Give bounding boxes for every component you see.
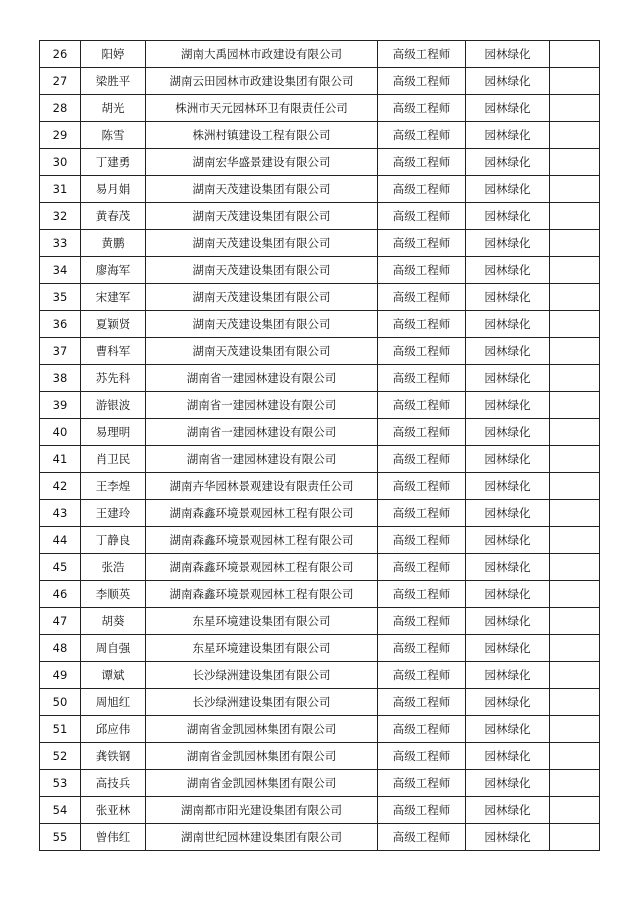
table-row xyxy=(40,662,600,689)
row-number: 54 xyxy=(40,797,81,824)
remarks-cell xyxy=(550,689,600,716)
job-title: 高级工程师 xyxy=(378,446,466,473)
person-name: 苏先科 xyxy=(81,365,146,392)
specialty-field: 园林绿化 xyxy=(466,743,550,770)
specialty-field: 园林绿化 xyxy=(466,149,550,176)
row-number: 51 xyxy=(40,716,81,743)
row-number: 50 xyxy=(40,689,81,716)
specialty-field: 园林绿化 xyxy=(466,365,550,392)
remarks-cell xyxy=(550,608,600,635)
company-name: 湖南省金凯园林集团有限公司 xyxy=(146,743,378,770)
company-name: 湖南天茂建设集团有限公司 xyxy=(146,284,378,311)
table-row xyxy=(40,176,600,203)
company-name: 湖南天茂建设集团有限公司 xyxy=(146,203,378,230)
person-name: 黄春茂 xyxy=(81,203,146,230)
company-name: 湖南省一建园林建设有限公司 xyxy=(146,392,378,419)
remarks-cell xyxy=(550,554,600,581)
roster-table xyxy=(39,40,600,851)
remarks-cell xyxy=(550,311,600,338)
row-number: 47 xyxy=(40,608,81,635)
company-name: 湖南森鑫环境景观园林工程有限公司 xyxy=(146,554,378,581)
row-number: 36 xyxy=(40,311,81,338)
table-row xyxy=(40,554,600,581)
specialty-field: 园林绿化 xyxy=(466,68,550,95)
job-title: 高级工程师 xyxy=(378,284,466,311)
remarks-cell xyxy=(550,41,600,68)
specialty-field: 园林绿化 xyxy=(466,581,550,608)
specialty-field: 园林绿化 xyxy=(466,446,550,473)
specialty-field: 园林绿化 xyxy=(466,176,550,203)
table-row xyxy=(40,149,600,176)
specialty-field: 园林绿化 xyxy=(466,338,550,365)
remarks-cell xyxy=(550,176,600,203)
person-name: 曹科军 xyxy=(81,338,146,365)
specialty-field: 园林绿化 xyxy=(466,419,550,446)
specialty-field: 园林绿化 xyxy=(466,122,550,149)
row-number: 42 xyxy=(40,473,81,500)
remarks-cell xyxy=(550,122,600,149)
company-name: 湖南天茂建设集团有限公司 xyxy=(146,338,378,365)
remarks-cell xyxy=(550,581,600,608)
person-name: 丁静良 xyxy=(81,527,146,554)
person-name: 廖海军 xyxy=(81,257,146,284)
specialty-field: 园林绿化 xyxy=(466,203,550,230)
row-number: 44 xyxy=(40,527,81,554)
table-row xyxy=(40,527,600,554)
remarks-cell xyxy=(550,770,600,797)
person-name: 王李煌 xyxy=(81,473,146,500)
company-name: 湖南天茂建设集团有限公司 xyxy=(146,230,378,257)
table-row xyxy=(40,257,600,284)
specialty-field: 园林绿化 xyxy=(466,230,550,257)
specialty-field: 园林绿化 xyxy=(466,554,550,581)
company-name: 湖南大禹园林市政建设有限公司 xyxy=(146,41,378,68)
person-name: 夏颖贤 xyxy=(81,311,146,338)
job-title: 高级工程师 xyxy=(378,473,466,500)
job-title: 高级工程师 xyxy=(378,365,466,392)
company-name: 湖南天茂建设集团有限公司 xyxy=(146,311,378,338)
job-title: 高级工程师 xyxy=(378,68,466,95)
job-title: 高级工程师 xyxy=(378,176,466,203)
specialty-field: 园林绿化 xyxy=(466,635,550,662)
table-row xyxy=(40,689,600,716)
job-title: 高级工程师 xyxy=(378,149,466,176)
row-number: 43 xyxy=(40,500,81,527)
row-number: 46 xyxy=(40,581,81,608)
person-name: 陈雪 xyxy=(81,122,146,149)
job-title: 高级工程师 xyxy=(378,392,466,419)
table-row xyxy=(40,284,600,311)
remarks-cell xyxy=(550,365,600,392)
company-name: 东星环境建设集团有限公司 xyxy=(146,608,378,635)
table-row xyxy=(40,41,600,68)
remarks-cell xyxy=(550,824,600,851)
table-row xyxy=(40,500,600,527)
remarks-cell xyxy=(550,95,600,122)
job-title: 高级工程师 xyxy=(378,311,466,338)
person-name: 龚铁钢 xyxy=(81,743,146,770)
table-row xyxy=(40,68,600,95)
table-row xyxy=(40,743,600,770)
roster-body xyxy=(40,41,600,851)
specialty-field: 园林绿化 xyxy=(466,797,550,824)
table-row xyxy=(40,608,600,635)
job-title: 高级工程师 xyxy=(378,608,466,635)
company-name: 株洲市天元园林环卫有限责任公司 xyxy=(146,95,378,122)
person-name: 阳婷 xyxy=(81,41,146,68)
row-number: 35 xyxy=(40,284,81,311)
job-title: 高级工程师 xyxy=(378,770,466,797)
person-name: 周自强 xyxy=(81,635,146,662)
person-name: 周旭红 xyxy=(81,689,146,716)
person-name: 高技兵 xyxy=(81,770,146,797)
table-row xyxy=(40,311,600,338)
remarks-cell xyxy=(550,743,600,770)
job-title: 高级工程师 xyxy=(378,527,466,554)
job-title: 高级工程师 xyxy=(378,500,466,527)
person-name: 易理明 xyxy=(81,419,146,446)
company-name: 湖南都市阳光建设集团有限公司 xyxy=(146,797,378,824)
row-number: 33 xyxy=(40,230,81,257)
table-row xyxy=(40,419,600,446)
specialty-field: 园林绿化 xyxy=(466,392,550,419)
table-row xyxy=(40,95,600,122)
person-name: 肖卫民 xyxy=(81,446,146,473)
remarks-cell xyxy=(550,635,600,662)
row-number: 26 xyxy=(40,41,81,68)
row-number: 34 xyxy=(40,257,81,284)
job-title: 高级工程师 xyxy=(378,230,466,257)
person-name: 易月娟 xyxy=(81,176,146,203)
company-name: 湖南森鑫环境景观园林工程有限公司 xyxy=(146,581,378,608)
job-title: 高级工程师 xyxy=(378,95,466,122)
person-name: 梁胜平 xyxy=(81,68,146,95)
row-number: 32 xyxy=(40,203,81,230)
person-name: 王建玲 xyxy=(81,500,146,527)
specialty-field: 园林绿化 xyxy=(466,500,550,527)
table-row xyxy=(40,824,600,851)
company-name: 长沙绿洲建设集团有限公司 xyxy=(146,662,378,689)
row-number: 29 xyxy=(40,122,81,149)
specialty-field: 园林绿化 xyxy=(466,608,550,635)
company-name: 湖南森鑫环境景观园林工程有限公司 xyxy=(146,527,378,554)
row-number: 31 xyxy=(40,176,81,203)
specialty-field: 园林绿化 xyxy=(466,527,550,554)
remarks-cell xyxy=(550,149,600,176)
remarks-cell xyxy=(550,392,600,419)
table-row xyxy=(40,230,600,257)
person-name: 游银波 xyxy=(81,392,146,419)
person-name: 胡葵 xyxy=(81,608,146,635)
remarks-cell xyxy=(550,338,600,365)
row-number: 28 xyxy=(40,95,81,122)
job-title: 高级工程师 xyxy=(378,581,466,608)
job-title: 高级工程师 xyxy=(378,824,466,851)
table-row xyxy=(40,473,600,500)
specialty-field: 园林绿化 xyxy=(466,716,550,743)
job-title: 高级工程师 xyxy=(378,554,466,581)
person-name: 胡光 xyxy=(81,95,146,122)
remarks-cell xyxy=(550,203,600,230)
job-title: 高级工程师 xyxy=(378,419,466,446)
remarks-cell xyxy=(550,527,600,554)
person-name: 张亚林 xyxy=(81,797,146,824)
row-number: 38 xyxy=(40,365,81,392)
person-name: 李顺英 xyxy=(81,581,146,608)
company-name: 长沙绿洲建设集团有限公司 xyxy=(146,689,378,716)
remarks-cell xyxy=(550,446,600,473)
row-number: 27 xyxy=(40,68,81,95)
specialty-field: 园林绿化 xyxy=(466,257,550,284)
row-number: 45 xyxy=(40,554,81,581)
row-number: 48 xyxy=(40,635,81,662)
row-number: 41 xyxy=(40,446,81,473)
job-title: 高级工程师 xyxy=(378,635,466,662)
row-number: 49 xyxy=(40,662,81,689)
remarks-cell xyxy=(550,500,600,527)
company-name: 湖南卉华园林景观建设有限责任公司 xyxy=(146,473,378,500)
remarks-cell xyxy=(550,257,600,284)
job-title: 高级工程师 xyxy=(378,257,466,284)
person-name: 丁建勇 xyxy=(81,149,146,176)
table-row xyxy=(40,122,600,149)
company-name: 湖南云田园林市政建设集团有限公司 xyxy=(146,68,378,95)
remarks-cell xyxy=(550,473,600,500)
person-name: 张浩 xyxy=(81,554,146,581)
remarks-cell xyxy=(550,662,600,689)
person-name: 曾伟红 xyxy=(81,824,146,851)
company-name: 湖南森鑫环境景观园林工程有限公司 xyxy=(146,500,378,527)
company-name: 湖南天茂建设集团有限公司 xyxy=(146,176,378,203)
table-row xyxy=(40,716,600,743)
specialty-field: 园林绿化 xyxy=(466,689,550,716)
company-name: 湖南省金凯园林集团有限公司 xyxy=(146,770,378,797)
specialty-field: 园林绿化 xyxy=(466,95,550,122)
row-number: 52 xyxy=(40,743,81,770)
table-row xyxy=(40,446,600,473)
job-title: 高级工程师 xyxy=(378,122,466,149)
job-title: 高级工程师 xyxy=(378,41,466,68)
person-name: 谭斌 xyxy=(81,662,146,689)
job-title: 高级工程师 xyxy=(378,689,466,716)
company-name: 湖南宏华盛景建设有限公司 xyxy=(146,149,378,176)
company-name: 湖南省金凯园林集团有限公司 xyxy=(146,716,378,743)
job-title: 高级工程师 xyxy=(378,203,466,230)
remarks-cell xyxy=(550,230,600,257)
row-number: 40 xyxy=(40,419,81,446)
row-number: 55 xyxy=(40,824,81,851)
table-row xyxy=(40,365,600,392)
table-row xyxy=(40,635,600,662)
person-name: 黄鹏 xyxy=(81,230,146,257)
job-title: 高级工程师 xyxy=(378,662,466,689)
company-name: 湖南天茂建设集团有限公司 xyxy=(146,257,378,284)
specialty-field: 园林绿化 xyxy=(466,662,550,689)
row-number: 30 xyxy=(40,149,81,176)
remarks-cell xyxy=(550,68,600,95)
remarks-cell xyxy=(550,284,600,311)
specialty-field: 园林绿化 xyxy=(466,311,550,338)
row-number: 39 xyxy=(40,392,81,419)
company-name: 湖南省一建园林建设有限公司 xyxy=(146,365,378,392)
person-name: 宋建军 xyxy=(81,284,146,311)
row-number: 53 xyxy=(40,770,81,797)
company-name: 湖南省一建园林建设有限公司 xyxy=(146,446,378,473)
company-name: 湖南世纪园林建设集团有限公司 xyxy=(146,824,378,851)
table-row xyxy=(40,203,600,230)
remarks-cell xyxy=(550,797,600,824)
job-title: 高级工程师 xyxy=(378,338,466,365)
table-row xyxy=(40,581,600,608)
specialty-field: 园林绿化 xyxy=(466,284,550,311)
company-name: 株洲村镇建设工程有限公司 xyxy=(146,122,378,149)
table-row xyxy=(40,797,600,824)
table-row xyxy=(40,392,600,419)
job-title: 高级工程师 xyxy=(378,743,466,770)
job-title: 高级工程师 xyxy=(378,797,466,824)
job-title: 高级工程师 xyxy=(378,716,466,743)
specialty-field: 园林绿化 xyxy=(466,41,550,68)
table-row xyxy=(40,770,600,797)
company-name: 东星环境建设集团有限公司 xyxy=(146,635,378,662)
specialty-field: 园林绿化 xyxy=(466,824,550,851)
remarks-cell xyxy=(550,419,600,446)
person-name: 邱应伟 xyxy=(81,716,146,743)
remarks-cell xyxy=(550,716,600,743)
specialty-field: 园林绿化 xyxy=(466,770,550,797)
specialty-field: 园林绿化 xyxy=(466,473,550,500)
row-number: 37 xyxy=(40,338,81,365)
company-name: 湖南省一建园林建设有限公司 xyxy=(146,419,378,446)
table-row xyxy=(40,338,600,365)
